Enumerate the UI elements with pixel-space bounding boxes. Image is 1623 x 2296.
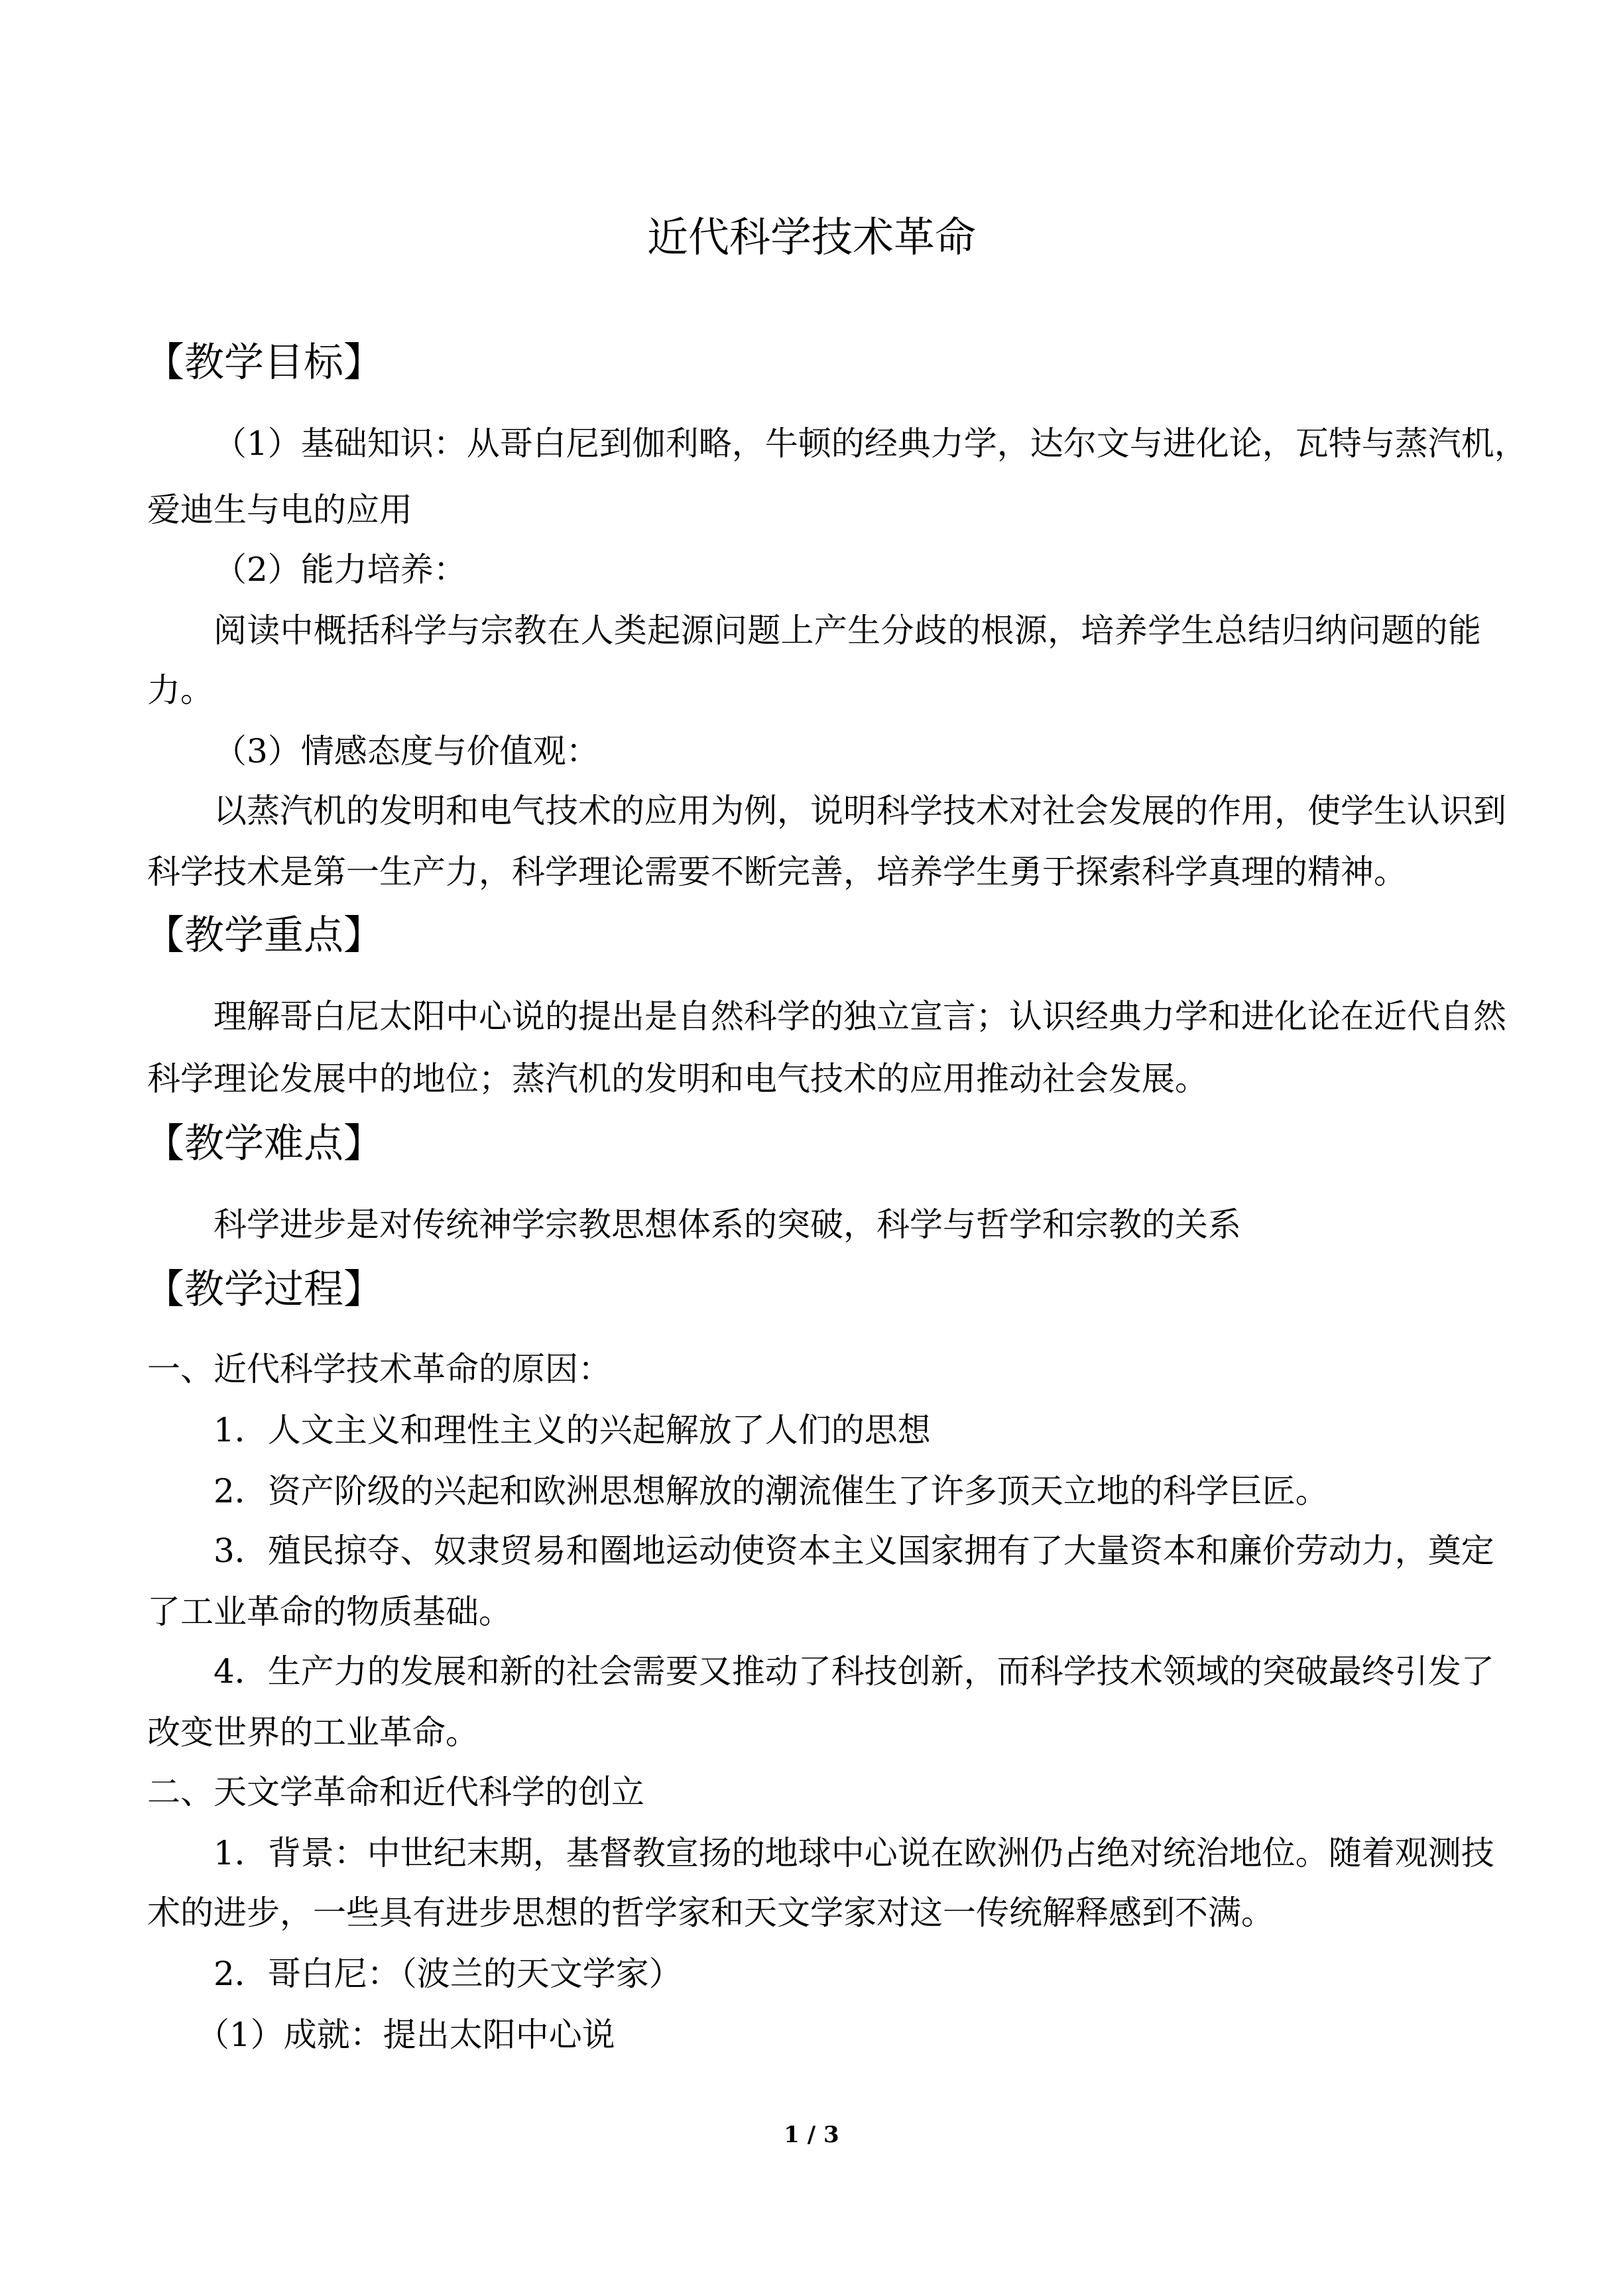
goal-values-line-1: 以蒸汽机的发明和电气技术的应用为例，说明科学技术对社会发展的作用，使学生认识到	[213, 792, 1506, 830]
process-item-4-line-2: 改变世界的工业革命。	[147, 1713, 479, 1752]
goal-knowledge-line-1: （1）基础知识：从哥白尼到伽利略，牛顿的经典力学，达尔文与进化论，瓦特与蒸汽机，	[213, 424, 1528, 463]
key-points-line-1: 理解哥白尼太阳中心说的提出是自然科学的独立宣言；认识经典力学和进化论在近代自然	[213, 997, 1506, 1036]
process-background-line-2: 术的进步，一些具有进步思想的哲学家和天文学家对这一传统解释感到不满。	[147, 1894, 1274, 1932]
heading-teaching-goals: 【教学目标】	[145, 339, 383, 386]
process-item-3-line-1: 3．殖民掠夺、奴隶贸易和圈地运动使资本主义国家拥有了大量资本和廉价劳动力，奠定	[213, 1532, 1494, 1570]
process-item-4-line-1: 4．生产力的发展和新的社会需要又推动了科技创新，而科学技术领域的突破最终引发了	[213, 1652, 1494, 1691]
goal-values-label: （3）情感态度与价值观：	[213, 732, 599, 770]
process-section-2-title: 二、天文学革命和近代科学的创立	[147, 1773, 644, 1811]
process-achievement: （1）成就：提出太阳中心说	[196, 2016, 615, 2054]
goal-ability-label: （2）能力培养：	[213, 550, 467, 589]
difficulties-line-1: 科学进步是对传统神学宗教思想体系的突破，科学与哲学和宗教的关系	[213, 1205, 1241, 1244]
process-item-3-line-2: 了工业革命的物质基础。	[147, 1593, 512, 1631]
goal-knowledge-line-2: 爱迪生与电的应用	[147, 491, 412, 529]
goal-ability-line-2: 力。	[147, 671, 213, 709]
goal-ability-line-1: 阅读中概括科学与宗教在人类起源问题上产生分歧的根源，培养学生总结归纳问题的能	[213, 611, 1481, 650]
process-copernicus: 2．哥白尼：（波兰的天文学家）	[213, 1955, 682, 1993]
heading-teaching-process: 【教学过程】	[145, 1266, 383, 1313]
process-background-line-1: 1．背景：中世纪末期，基督教宣扬的地球中心说在欧洲仍占绝对统治地位。随着观测技	[213, 1834, 1494, 1872]
heading-key-points: 【教学重点】	[145, 912, 383, 959]
page-number: 1 / 3	[784, 2122, 839, 2148]
document-title: 近代科学技术革命	[646, 213, 976, 261]
key-points-line-2: 科学理论发展中的地位；蒸汽机的发明和电气技术的应用推动社会发展。	[147, 1059, 1208, 1098]
goal-values-line-2: 科学技术是第一生产力，科学理论需要不断完善，培养学生勇于探索科学真理的精神。	[147, 853, 1407, 891]
process-item-1: 1．人文主义和理性主义的兴起解放了人们的思想	[213, 1411, 931, 1449]
process-item-2: 2．资产阶级的兴起和欧洲思想解放的潮流催生了许多顶天立地的科学巨匠。	[213, 1472, 1329, 1510]
heading-difficulties: 【教学难点】	[145, 1120, 383, 1167]
process-section-1-title: 一、近代科学技术革命的原因：	[147, 1350, 611, 1388]
